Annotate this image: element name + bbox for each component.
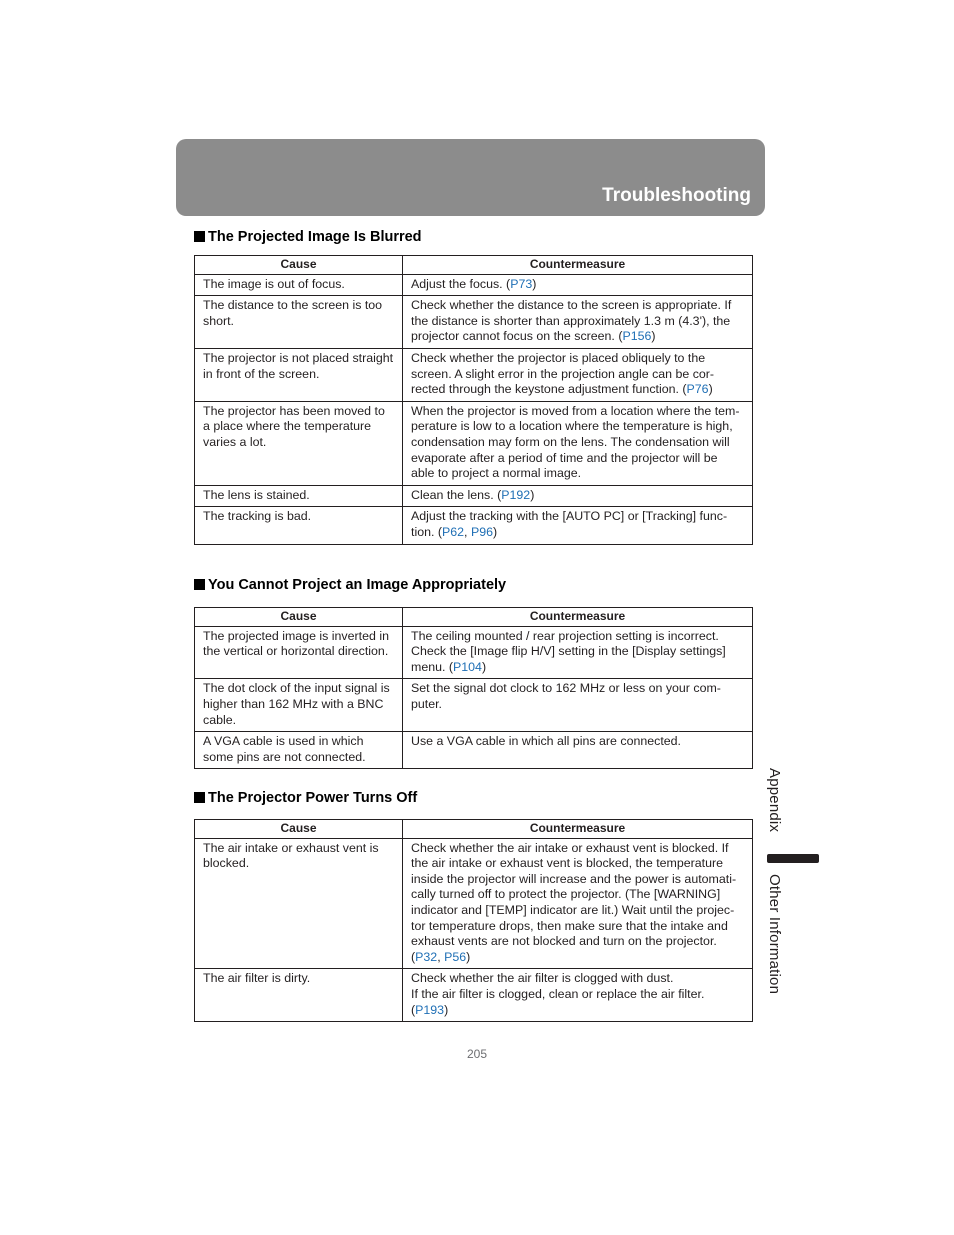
cause-cell: A VGA cable is used in which some pins are not connected. [195,732,403,769]
section-heading-text: The Projected Image Is Blurred [208,229,422,245]
header-band [176,139,765,216]
countermeasure-text: ) [492,524,498,539]
column-header-countermeasure: Countermeasure [403,256,753,275]
table-row [195,485,753,507]
section-heading-blurred [194,229,422,245]
cause-cell: The tracking is bad. [195,507,403,544]
countermeasure-text: ) [444,1002,449,1017]
page-number: 205 [466,1047,488,1061]
cause-cell: The image is out of focus. [195,274,403,296]
section-heading-text: The Projector Power Turns Off [208,790,418,806]
table-row [195,348,753,401]
page-reference-link[interactable]: P56 [444,949,467,964]
square-bullet-icon [194,792,205,803]
cause-cell: The air filter is dirty. [195,969,403,1022]
countermeasure-text: ) [532,276,537,291]
countermeasure-cell [403,679,753,732]
square-bullet-icon [194,231,205,242]
table-body [195,626,753,769]
side-tab-other-information: Other Information [766,874,783,995]
cause-cell: The distance to the screen is too short. [195,296,403,349]
countermeasure-text: Check whether the air filter is clogged with dust. [411,971,674,986]
cause-cell: The projector has been moved to a place where the temperature varies a lot. [195,401,403,485]
table-row [195,401,753,485]
table-row [195,732,753,769]
countermeasure-cell [403,626,753,679]
page-reference-link[interactable]: P73 [510,276,533,291]
table-header-row [195,608,753,627]
countermeasure-cell [403,507,753,544]
table-row [195,969,753,1022]
cause-cell: The lens is stained. [195,485,403,507]
countermeasure-cell [403,274,753,296]
countermeasure-text: Adjust the focus. ( [411,276,511,291]
cause-cell: The dot clock of the input signal is higher than 162 MHz with a BNC cable. [195,679,403,732]
countermeasure-text: Check whether the projector is placed obliquely to the screen. A slight error in the projection angle can be cor-rected through the keystone adjustment function. ( [411,350,715,397]
table-body [195,274,753,544]
blurred-table [194,255,753,545]
section-heading-cannot-project [194,577,506,593]
column-header-countermeasure: Countermeasure [403,820,753,839]
table-body [195,838,753,1022]
table-row [195,679,753,732]
countermeasure-text: ) [530,487,535,502]
column-header-cause: Cause [195,608,403,627]
table-header-row [195,256,753,275]
page-reference-link[interactable]: P62 [442,524,465,539]
countermeasure-cell [403,401,753,485]
countermeasure-text: ) [481,659,487,674]
page-reference-link[interactable]: P32 [415,949,438,964]
countermeasure-text: Adjust the tracking with the [AUTO PC] or [Tracking] func-tion. ( [411,509,728,539]
column-header-cause: Cause [195,820,403,839]
countermeasure-text: The ceiling mounted / rear projection setting is incorrect. Check the [Image flip H/V] setting in the [Display settings] menu. ( [411,628,726,674]
countermeasure-text: ) [708,382,713,397]
table-row [195,296,753,349]
page-reference-link[interactable]: P76 [686,382,709,397]
page-reference-link[interactable]: P96 [470,524,493,539]
cannot-project-table [194,607,753,769]
page-reference-link[interactable]: P193 [415,1002,445,1017]
page-reference-link[interactable]: P192 [501,487,531,502]
power-off-table [194,819,753,1022]
cause-cell: The air intake or exhaust vent is blocked. [195,838,403,969]
section-heading-text: You Cannot Project an Image Appropriately [208,577,507,593]
side-tab-appendix: Appendix [766,768,783,833]
page-title: Troubleshooting [602,185,751,206]
countermeasure-text: Clean the lens. ( [411,487,502,502]
countermeasure-text: Check whether the distance to the screen is appropriate. If the distance is shorter than approximately 1.3 m (4.3'), the projector cannot focus on the screen. ( [411,298,732,344]
countermeasure-cell [403,732,753,769]
table-row [195,626,753,679]
countermeasure-text: When the projector is moved from a location where the tem-perature is low to a location where the temperature is high, condensation may form on the lens. The condensation will evaporate after a period of time and the projector will be able to project a normal image. [411,403,740,481]
countermeasure-text: ) [651,329,656,344]
table-header-row [195,820,753,839]
side-tab-marker [767,854,819,863]
countermeasure-text: Use a VGA cable in which all pins are connected. [411,734,681,749]
section-heading-power-off [194,790,417,806]
countermeasure-cell [403,838,753,969]
column-header-cause: Cause [195,256,403,275]
countermeasure-cell [403,485,753,507]
cause-cell: The projector is not placed straight in front of the screen. [195,348,403,401]
countermeasure-text: Check whether the air intake or exhaust vent is blocked. If the air intake or exhaust vent is blocked, the temperature inside the projector will increase and the power is automati-cally turned off to protect the projector. (The [WARNING] indicator and [TEMP] indicator are lit.) Wait until the projec-tor temperature drops, then make sure that the intake and exhaust vents are not blocked and turn on the projector. ( [411,840,737,964]
countermeasure-cell [403,969,753,1022]
side-tab [764,768,820,1013]
countermeasure-text: , [464,524,471,539]
countermeasure-text: ) [466,949,471,964]
countermeasure-text: Set the signal dot clock to 162 MHz or less on your com-puter. [411,681,721,711]
table-row [195,507,753,544]
countermeasure-text: If the air filter is clogged, clean or replace the air filter. ( [411,986,705,1017]
cause-cell: The projected image is inverted in the vertical or horizontal direction. [195,626,403,679]
countermeasure-cell [403,348,753,401]
table-row [195,274,753,296]
page-reference-link[interactable]: P156 [622,329,652,344]
countermeasure-text: , [437,949,445,964]
square-bullet-icon [194,579,205,590]
table-row [195,838,753,969]
countermeasure-cell [403,296,753,349]
page-reference-link[interactable]: P104 [453,659,482,674]
column-header-countermeasure: Countermeasure [403,608,753,627]
